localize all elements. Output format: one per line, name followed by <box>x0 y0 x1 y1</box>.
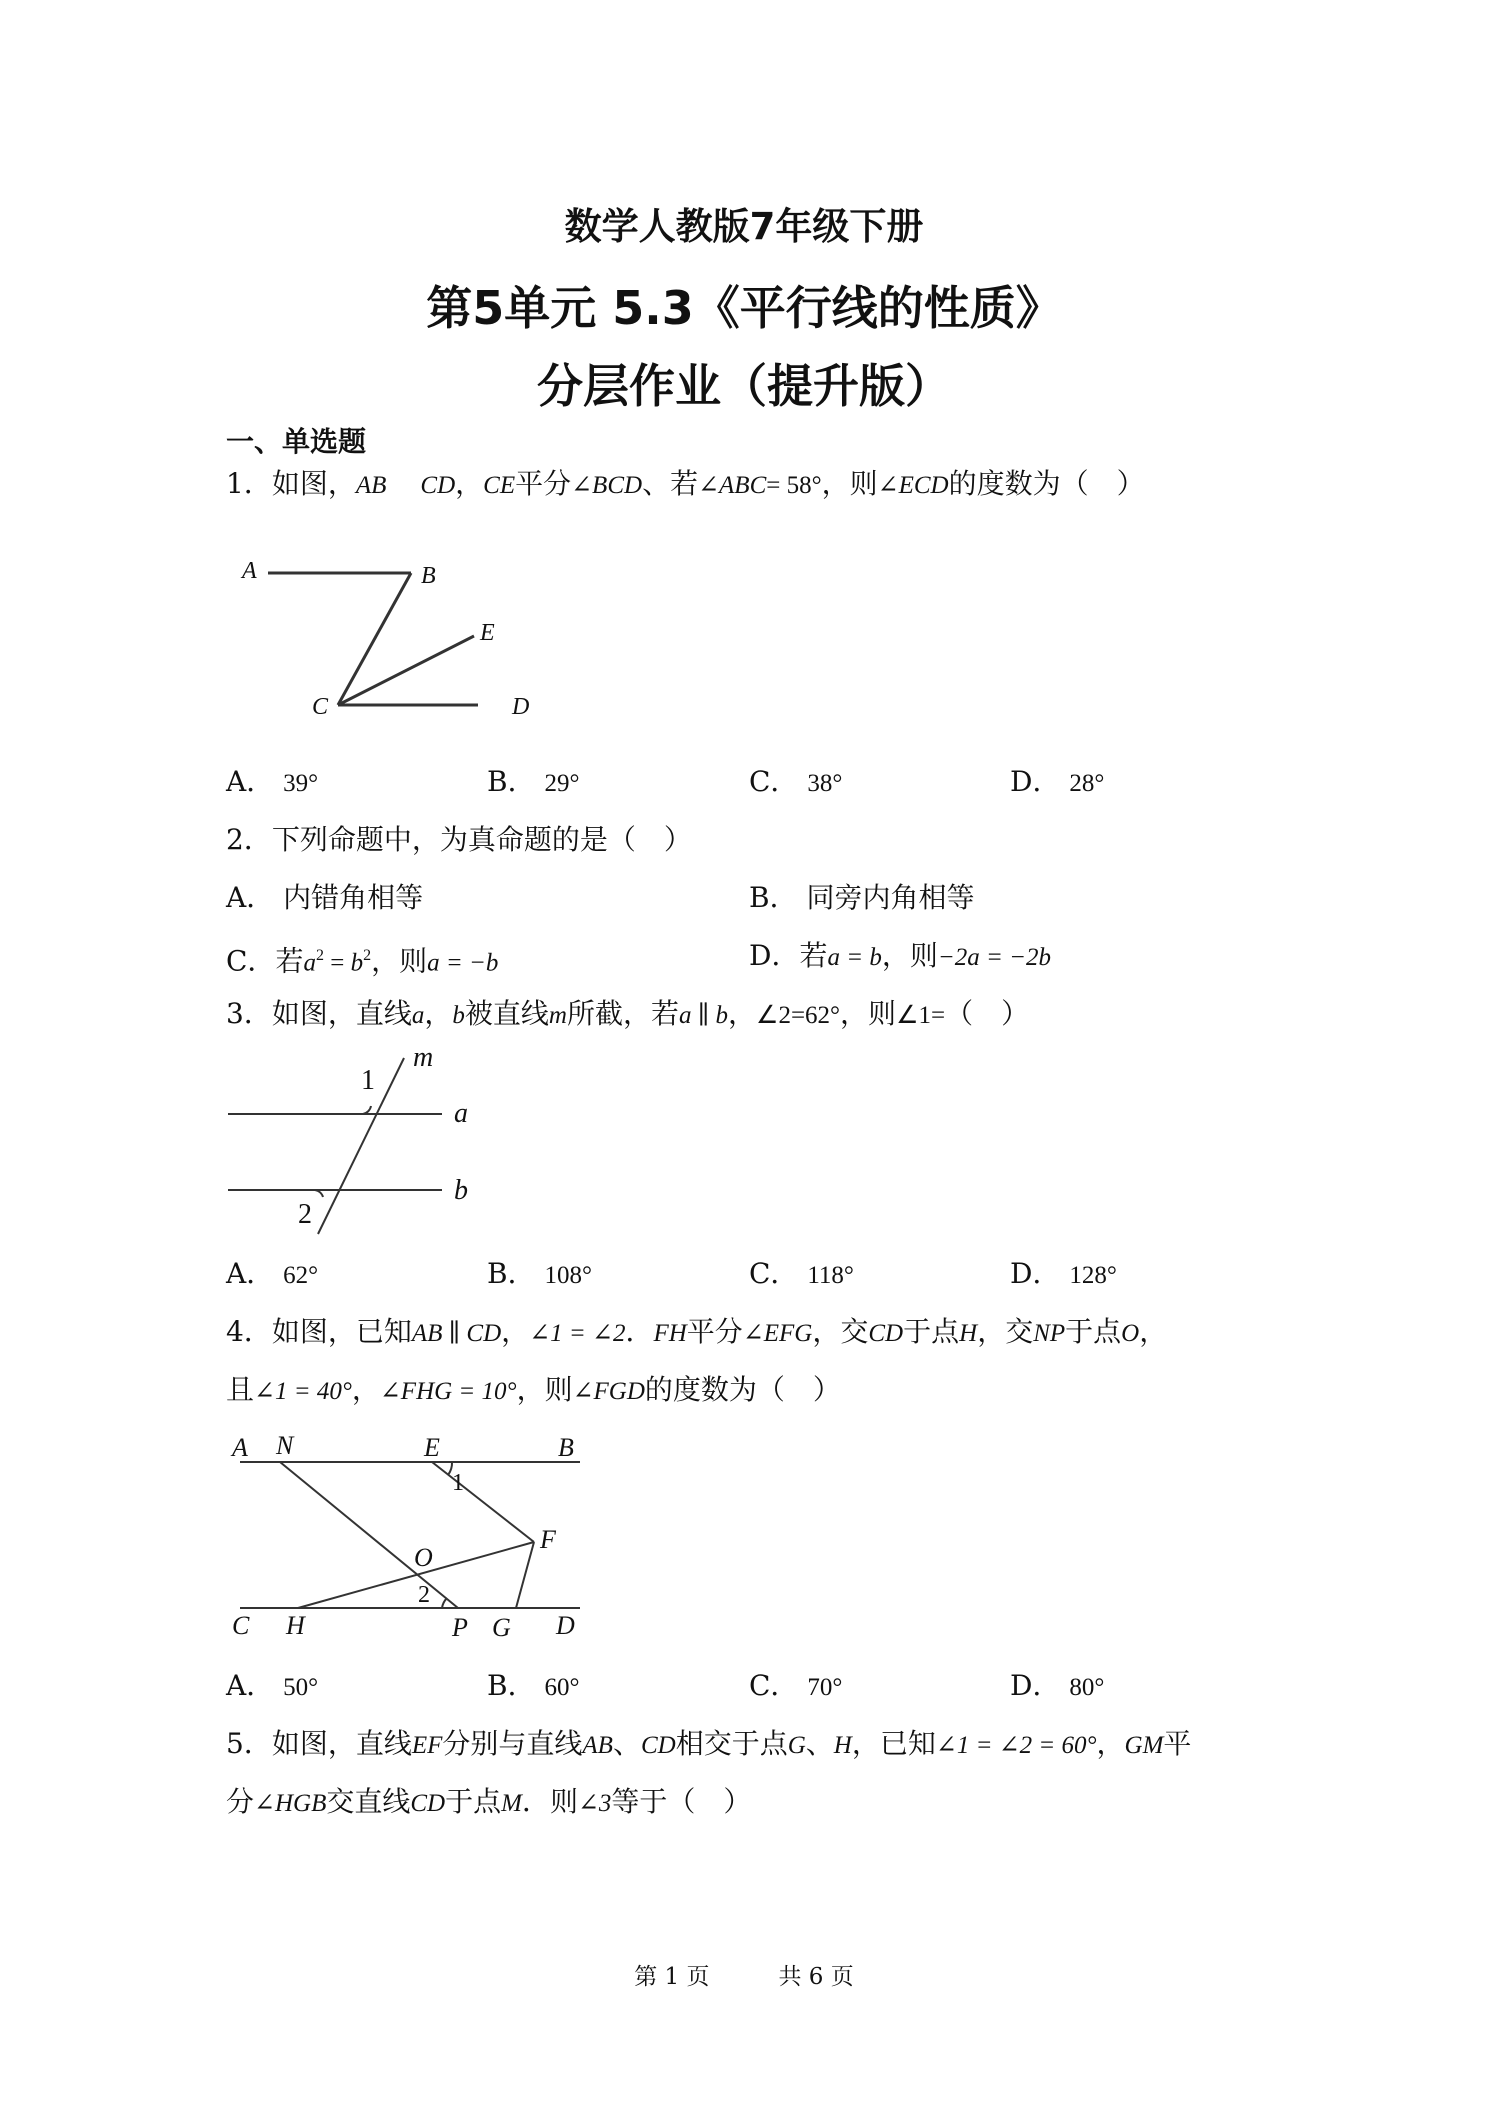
fig4-label-H: H <box>286 1611 305 1640</box>
question-5-line-1: 5．如图，直线EF分别与直线AB、CD相交于点G、H，已知∠1 = ∠2 = 60°，GM平 <box>226 1727 1192 1760</box>
fig4-label-B: B <box>558 1433 574 1462</box>
q1-option-b[interactable]: B． 29° <box>487 765 580 798</box>
section-heading: 一、单选题 <box>226 425 367 458</box>
fig3-label-2: 2 <box>298 1199 312 1230</box>
figure-q4 <box>226 1422 596 1652</box>
fig4-label-O: O <box>414 1543 433 1572</box>
fig4-label-D: D <box>556 1611 575 1640</box>
doc-title-grade: 数学人教版7年级下册 <box>564 205 924 248</box>
question-2: 2．下列命题中，为真命题的是（ ） <box>226 823 692 856</box>
doc-title-level: 分层作业（提升版） <box>537 359 951 413</box>
question-4-line-1: 4．如图，已知AB ∥ CD，∠1 = ∠2．FH平分∠EFG，交CD于点H，交NP于点O， <box>226 1315 1168 1348</box>
figure-q1 <box>226 540 556 730</box>
fig4-label-G: G <box>492 1613 511 1642</box>
question-4-line-2: 且∠1 = 40°，∠FHG = 10°，则∠FGD的度数为（ ） <box>226 1373 841 1406</box>
fig4-label-F: F <box>540 1525 556 1554</box>
q2-option-a[interactable]: A． 内错角相等 <box>226 881 424 914</box>
fig1-label-A: A <box>242 558 257 584</box>
fig1-label-D: D <box>512 694 530 720</box>
q2-option-b[interactable]: B． 同旁内角相等 <box>749 881 975 914</box>
doc-title-unit: 第5单元 5.3《平行线的性质》 <box>426 281 1062 335</box>
q3-option-c[interactable]: C． 118° <box>749 1257 854 1290</box>
fig4-label-E: E <box>424 1433 440 1462</box>
q1-option-a[interactable]: A． 39° <box>226 765 319 798</box>
q3-option-d[interactable]: D． 128° <box>1010 1257 1117 1290</box>
q2-option-d[interactable]: D．若a = b，则−2a = −2b <box>749 939 1051 972</box>
fig3-label-1: 1 <box>361 1065 375 1096</box>
fig4-label-2: 2 <box>418 1582 430 1608</box>
q2-option-c[interactable]: C．若$a^2 = b^2$，则a = −b <box>226 944 499 978</box>
q1-option-c[interactable]: C． 38° <box>749 765 843 798</box>
fig3-label-m: m <box>413 1042 434 1073</box>
q4-option-a[interactable]: A． 50° <box>226 1669 319 1702</box>
fig1-label-B: B <box>421 563 436 589</box>
q4-option-d[interactable]: D． 80° <box>1010 1669 1105 1702</box>
fig4-label-N: N <box>276 1431 294 1460</box>
fig4-label-1: 1 <box>452 1470 464 1496</box>
fig3-label-a: a <box>454 1098 468 1129</box>
q3-option-a[interactable]: A． 62° <box>226 1257 319 1290</box>
fig4-label-A: A <box>232 1433 248 1462</box>
fig4-label-P: P <box>452 1613 468 1642</box>
q3-option-b[interactable]: B． 108° <box>487 1257 592 1290</box>
fig3-label-b: b <box>454 1175 468 1206</box>
question-1: 1．如图，AB CD，CE平分∠BCD、若∠ABC= 58°，则∠ECD的度数为（ ） <box>226 467 1145 500</box>
question-5-line-2: 分∠HGB交直线CD于点M．则∠3等于（ ） <box>226 1785 752 1818</box>
question-3: 3．如图，直线a，b被直线m所截，若a ∥ b，∠2=62°，则∠1=（ ） <box>226 997 1030 1030</box>
q4-option-b[interactable]: B． 60° <box>487 1669 580 1702</box>
q4-option-c[interactable]: C． 70° <box>749 1669 843 1702</box>
page-footer: 第 1 页 共 6 页 <box>634 1964 854 1990</box>
figure-q3 <box>226 1036 506 1246</box>
fig1-label-E: E <box>480 620 495 646</box>
q1-option-d[interactable]: D． 28° <box>1010 765 1105 798</box>
fig4-label-C: C <box>232 1611 250 1640</box>
fig1-label-C: C <box>312 694 329 720</box>
